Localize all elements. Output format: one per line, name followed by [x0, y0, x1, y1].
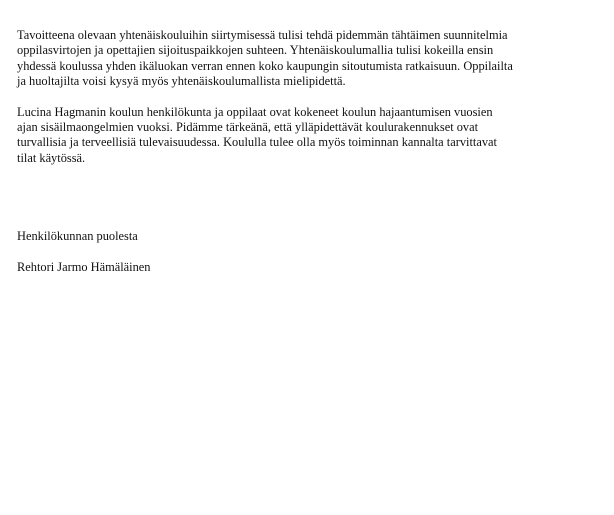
signature-signer: Rehtori Jarmo Hämäläinen	[17, 260, 151, 275]
paragraph-1-line-2: oppilasvirtojen ja opettajien sijoituspaikkojen suhteen. Yhtenäiskoulumallia tulisi kokeilla ensin	[17, 43, 494, 58]
document-body	[17, 28, 602, 291]
signature-spacer	[17, 181, 602, 229]
paragraph-1-line-3: yhdessä koulussa yhden ikäluokan verran ennen koko kaupungin sitoutumista ratkaisuun. Oppilailta	[17, 58, 513, 73]
paragraph-2-line-1: Lucina Hagmanin koulun henkilökunta ja oppilaat ovat kokeneet koulun hajaantumisen vuosien	[17, 104, 493, 119]
paragraph-2-line-4: tilat käytössä.	[17, 150, 86, 165]
paragraph-1-line-4: ja huoltajilta voisi kysyä myös yhtenäiskoulumallista mielipidettä.	[17, 73, 346, 88]
paragraph-1-line-1: Tavoitteena olevaan yhtenäiskouluihin siirtymisessä tulisi tehdä pidemmän tähtäimen suunnitelmia	[17, 28, 508, 42]
paragraph-2	[17, 105, 602, 166]
paragraph-2-line-2: ajan sisäilmaongelmien vuoksi. Pidämme tärkeänä, että ylläpidettävät koulurakennukset ovat	[17, 119, 479, 134]
paragraph-2-line-3: turvallisia ja terveellisiä tulevaisuudessa. Koululla tulee olla myös toiminnan kannalta tarvittavat	[17, 135, 498, 150]
signature-on-behalf: Henkilökunnan puolesta	[17, 229, 138, 244]
paragraph-1	[17, 28, 602, 89]
